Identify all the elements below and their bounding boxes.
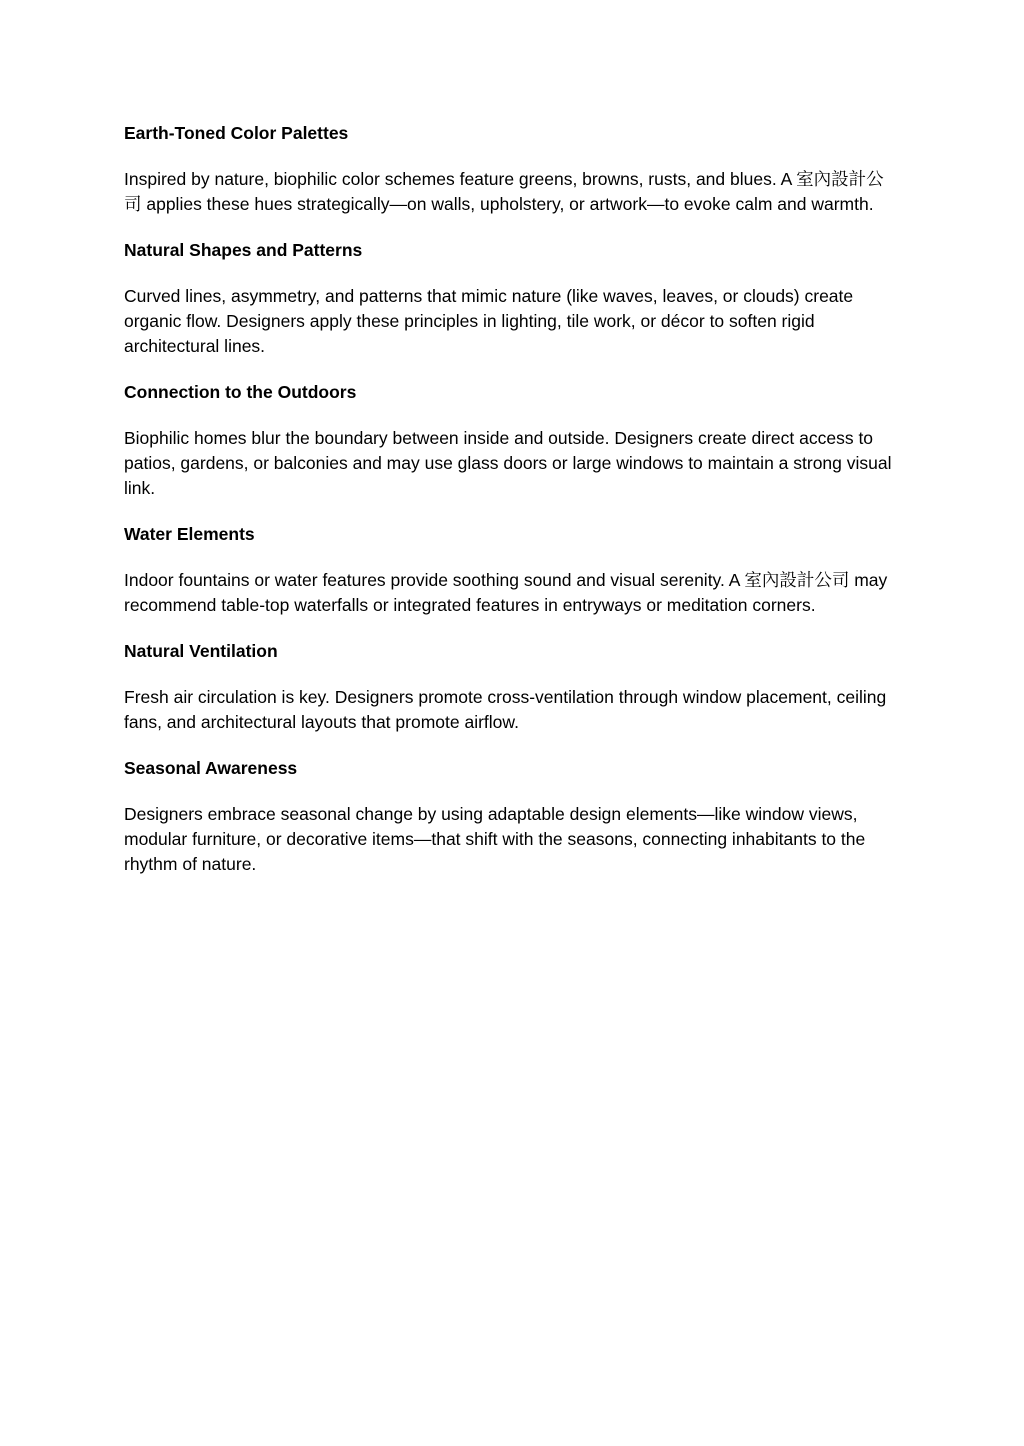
section-natural-ventilation <box>124 639 896 735</box>
section-paragraph: Curved lines, asymmetry, and patterns that mimic nature (like waves, leaves, or clouds) create organic flow. Designers apply these principles in lighting, tile work, or décor to soften rigid architectural lines. <box>124 286 854 356</box>
section-heading: Earth-Toned Color Palettes <box>124 123 349 143</box>
section-heading: Water Elements <box>124 524 255 544</box>
section-heading: Seasonal Awareness <box>124 758 298 778</box>
section-heading: Connection to the Outdoors <box>124 382 357 402</box>
section-heading: Natural Ventilation <box>124 641 278 661</box>
section-seasonal-awareness <box>124 756 896 877</box>
section-paragraph: Designers embrace seasonal change by using adaptable design elements—like window views, modular furniture, or decorative items—that shift with the seasons, connecting inhabitants to the rhythm of nature. <box>124 804 866 874</box>
section-paragraph: Indoor fountains or water features provide soothing sound and visual serenity. A 室內設計公司 may recommend table-top waterfalls or integrated features in entryways or meditation corners. <box>124 570 888 615</box>
section-connection-outdoors <box>124 380 896 501</box>
section-paragraph: Inspired by nature, biophilic color schemes feature greens, browns, rusts, and blues. A 室內設計公司 applies these hues strategically—on walls, upholstery, or artwork—to evoke calm and warmth. <box>124 169 884 214</box>
section-water-elements <box>124 522 896 618</box>
section-heading: Natural Shapes and Patterns <box>124 240 363 260</box>
section-paragraph: Fresh air circulation is key. Designers promote cross-ventilation through window placement, ceiling fans, and architectural layouts that promote airflow. <box>124 687 887 732</box>
document-page <box>124 121 896 898</box>
section-natural-shapes <box>124 238 896 359</box>
section-paragraph: Biophilic homes blur the boundary between inside and outside. Designers create direct access to patios, gardens, or balconies and may use glass doors or large windows to maintain a strong visual link. <box>124 428 892 498</box>
section-earth-toned-palettes <box>124 121 896 217</box>
